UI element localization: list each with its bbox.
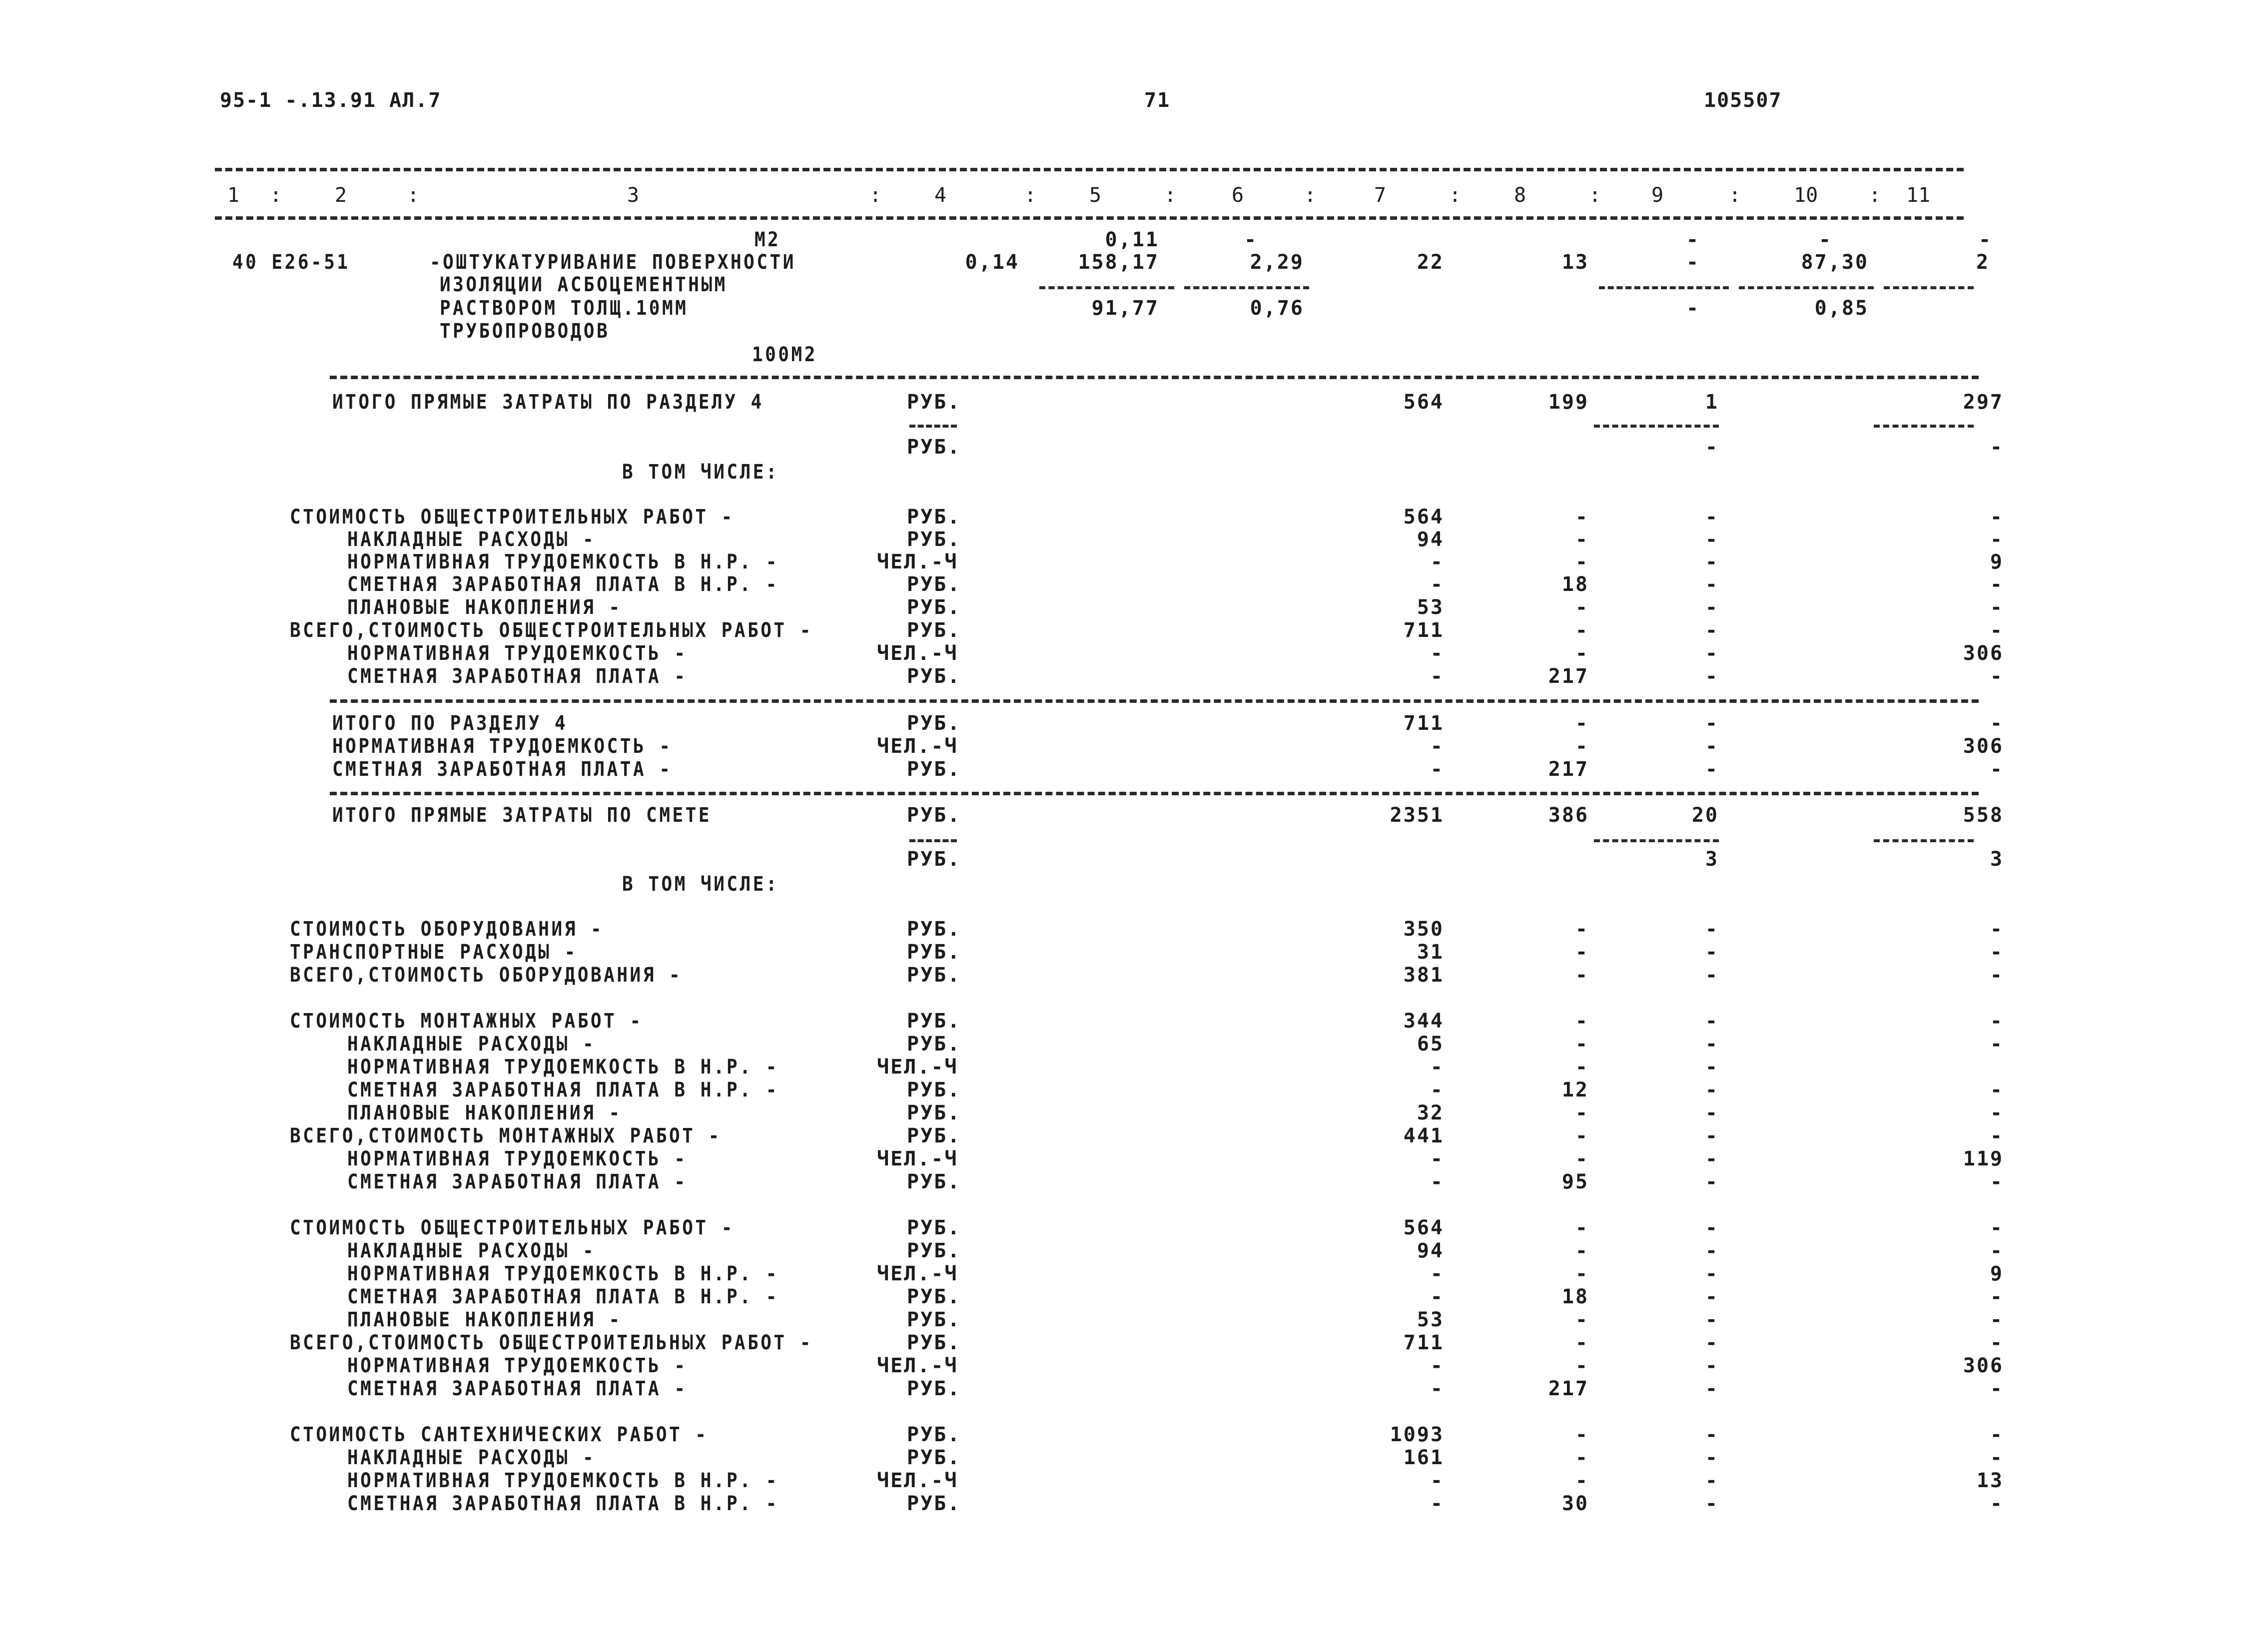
column-number: 5 (1089, 184, 1102, 207)
row-col7: 711 (1403, 1331, 1444, 1354)
column-separator: : (1304, 184, 1317, 207)
row-col11: - (1990, 1239, 2004, 1262)
row-unit: РУБ. (907, 1308, 961, 1331)
row-col8: 217 (1548, 1377, 1589, 1400)
row-col8: - (1575, 918, 1589, 941)
row-col7: 564 (1403, 506, 1444, 529)
row-col8: 217 (1548, 758, 1589, 781)
row-col11: - (1990, 506, 2004, 529)
column-number: 10 (1794, 184, 1818, 207)
row-col8: - (1575, 1446, 1589, 1469)
row-col11: 306 (1963, 642, 2004, 665)
row-label: СТОИМОСТЬ САНТЕХНИЧЕСКИХ РАБОТ - (290, 1423, 709, 1446)
row-label: ПЛАНОВЫЕ НАКОПЛЕНИЯ - (347, 1101, 622, 1124)
column-separator: : (1449, 184, 1462, 207)
rule-unit-2 (909, 839, 957, 842)
item-c9-bot: - (1686, 297, 1700, 320)
rule-item-c5 (1039, 286, 1174, 289)
item-desc-4: ТРУБОПРОВОДОВ (440, 320, 610, 343)
row-unit: РУБ. (907, 1239, 961, 1262)
row-unit: ЧЕЛ.-Ч (877, 1354, 958, 1377)
row-col9: - (1705, 1216, 1719, 1239)
row-col7: - (1430, 1492, 1444, 1515)
item-c11-top: - (1979, 228, 1993, 251)
row-col9: - (1705, 1308, 1719, 1331)
row-col8: - (1575, 735, 1589, 758)
row-col11: - (1990, 1101, 2004, 1124)
row-col8: - (1575, 1147, 1589, 1170)
column-separator: : (1589, 184, 1601, 207)
row-col8: 386 (1548, 804, 1589, 827)
column-separator: : (270, 184, 282, 207)
row-col9: - (1705, 436, 1719, 459)
row-label: НОРМАТИВНАЯ ТРУДОЕМКОСТЬ В Н.Р. - (347, 1056, 779, 1079)
row-col7: - (1430, 1285, 1444, 1308)
row-col8: - (1575, 941, 1589, 964)
rule-item-c10 (1739, 286, 1874, 289)
row-label: НАКЛАДНЫЕ РАСХОДЫ - (347, 1033, 596, 1056)
row-col8: - (1575, 596, 1589, 619)
row-col8: - (1575, 551, 1589, 573)
row-col9: - (1705, 1170, 1719, 1193)
row-col11: 9 (1990, 1262, 2004, 1285)
row-col8: - (1575, 1331, 1589, 1354)
row-col7: 53 (1417, 596, 1444, 619)
row-col11: 558 (1963, 804, 2004, 827)
rule-c11-2 (1874, 839, 1974, 842)
row-col9: - (1705, 918, 1719, 941)
row-label: В ТОМ ЧИСЛЕ: (622, 461, 779, 484)
row-unit: ЧЕЛ.-Ч (877, 735, 958, 758)
row-col8: - (1575, 1216, 1589, 1239)
row-label: СТОИМОСТЬ МОНТАЖНЫХ РАБОТ - (290, 1010, 643, 1033)
row-label: СМЕТНАЯ ЗАРАБОТНАЯ ПЛАТА - (347, 665, 688, 688)
row-col8: - (1575, 506, 1589, 529)
row-col8: - (1575, 1262, 1589, 1285)
item-desc-1: -ОШТУКАТУРИВАНИЕ ПОВЕРХНОСТИ (430, 251, 796, 274)
row-label: ВСЕГО,СТОИМОСТЬ ОБЩЕСТРОИТЕЛЬНЫХ РАБОТ - (290, 619, 813, 642)
row-col9: - (1705, 528, 1719, 551)
row-unit: РУБ. (907, 758, 961, 781)
row-col9: - (1705, 1124, 1719, 1147)
row-col8: 18 (1561, 1285, 1589, 1308)
row-col11: - (1990, 436, 2004, 459)
row-col11: 3 (1990, 848, 2004, 871)
row-label: СМЕТНАЯ ЗАРАБОТНАЯ ПЛАТА В Н.Р. - (347, 1492, 779, 1515)
row-col8: - (1575, 1308, 1589, 1331)
item-qty: 0,14 (965, 251, 1019, 274)
row-unit: РУБ. (907, 804, 961, 827)
row-col11: - (1990, 1216, 2004, 1239)
row-unit: РУБ. (907, 619, 961, 642)
row-col8: - (1575, 619, 1589, 642)
row-label: НОРМАТИВНАЯ ТРУДОЕМКОСТЬ - (347, 1354, 688, 1377)
rule-c11-1 (1874, 425, 1974, 428)
column-number: 11 (1906, 184, 1931, 207)
item-desc-2: ИЗОЛЯЦИИ АСБОЦЕМЕНТНЫМ (440, 273, 728, 296)
column-number: 4 (934, 184, 947, 207)
row-col9: - (1705, 1331, 1719, 1354)
row-unit: РУБ. (907, 848, 961, 871)
row-unit: РУБ. (907, 1101, 961, 1124)
row-col9: - (1705, 1354, 1719, 1377)
row-col8: - (1575, 1354, 1589, 1377)
row-col9: - (1705, 712, 1719, 735)
row-col11: - (1990, 596, 2004, 619)
row-label: ИТОГО ПО РАЗДЕЛУ 4 (332, 712, 568, 735)
row-unit: РУБ. (907, 506, 961, 529)
row-unit: ЧЕЛ.-Ч (877, 1469, 958, 1492)
row-col9: - (1705, 1492, 1719, 1515)
item-c10-top: - (1819, 228, 1833, 251)
row-label: СМЕТНАЯ ЗАРАБОТНАЯ ПЛАТА В Н.Р. - (347, 573, 779, 596)
row-col8: 30 (1561, 1492, 1589, 1515)
row-unit: РУБ. (907, 964, 961, 987)
row-label: СТОИМОСТЬ ОБОРУДОВАНИЯ - (290, 918, 604, 941)
rule-c9-1 (1594, 425, 1719, 428)
row-label: ПЛАНОВЫЕ НАКОПЛЕНИЯ - (347, 596, 622, 619)
item-c6-mid: 2,29 (1250, 251, 1304, 274)
row-col8: - (1575, 528, 1589, 551)
row-col8: - (1575, 1010, 1589, 1033)
row-label: ИТОГО ПРЯМЫЕ ЗАТРАТЫ ПО РАЗДЕЛУ 4 (332, 391, 764, 414)
row-col11: - (1990, 1308, 2004, 1331)
item-c6-top: - (1244, 228, 1258, 251)
row-col9: - (1705, 1469, 1719, 1492)
row-col9: - (1705, 1239, 1719, 1262)
row-col8: 217 (1548, 665, 1589, 688)
row-col9: - (1705, 1377, 1719, 1400)
row-label: НОРМАТИВНАЯ ТРУДОЕМКОСТЬ В Н.Р. - (347, 1262, 779, 1285)
row-col11: - (1990, 1423, 2004, 1446)
row-col8: - (1575, 964, 1589, 987)
item-c10-bot: 0,85 (1814, 297, 1869, 320)
row-col9: - (1705, 619, 1719, 642)
row-col7: 564 (1403, 1216, 1444, 1239)
row-col11: - (1990, 1079, 2004, 1101)
row-label: ИТОГО ПРЯМЫЕ ЗАТРАТЫ ПО СМЕТЕ (332, 804, 712, 827)
row-label: СМЕТНАЯ ЗАРАБОТНАЯ ПЛАТА - (332, 758, 673, 781)
row-unit: РУБ. (907, 1216, 961, 1239)
row-label: В ТОМ ЧИСЛЕ: (622, 873, 779, 896)
row-col9: - (1705, 506, 1719, 529)
row-col11: 306 (1963, 735, 2004, 758)
item-c5-bot: 91,77 (1091, 297, 1159, 320)
row-unit: РУБ. (907, 1079, 961, 1101)
row-unit: РУБ. (907, 528, 961, 551)
column-separator: : (1024, 184, 1037, 207)
row-col9: - (1705, 1423, 1719, 1446)
row-col9: - (1705, 964, 1719, 987)
column-separator: : (407, 184, 420, 207)
item-c5-top: 0,11 (1105, 228, 1159, 251)
rule-section-end (330, 699, 1979, 703)
row-col9: - (1705, 1262, 1719, 1285)
row-col7: - (1430, 735, 1444, 758)
row-label: СМЕТНАЯ ЗАРАБОТНАЯ ПЛАТА В Н.Р. - (347, 1285, 779, 1308)
row-col11: 9 (1990, 551, 2004, 573)
row-col8: - (1575, 1423, 1589, 1446)
row-unit: ЧЕЛ.-Ч (877, 642, 958, 665)
rule-section-total (330, 792, 1979, 795)
column-number: 2 (335, 184, 347, 207)
header-left: 95-1 -.13.91 АЛ.7 (220, 89, 442, 112)
row-col9: - (1705, 551, 1719, 573)
row-col8: - (1575, 642, 1589, 665)
row-col11: - (1990, 1033, 2004, 1056)
item-c6-bot: 0,76 (1250, 297, 1304, 320)
row-col7: 350 (1403, 918, 1444, 941)
column-number: 9 (1651, 184, 1664, 207)
item-number: 40 E26-51 (232, 251, 350, 274)
row-col9: - (1705, 1056, 1719, 1079)
row-col11: - (1990, 573, 2004, 596)
row-col7: - (1430, 758, 1444, 781)
row-label: ВСЕГО,СТОИМОСТЬ МОНТАЖНЫХ РАБОТ - (290, 1124, 722, 1147)
row-col9: - (1705, 1010, 1719, 1033)
row-unit: ЧЕЛ.-Ч (877, 1056, 958, 1079)
row-col7: - (1430, 1170, 1444, 1193)
row-col8: - (1575, 1056, 1589, 1079)
row-unit: ЧЕЛ.-Ч (877, 1262, 958, 1285)
item-c8: 13 (1561, 251, 1589, 274)
row-label: СМЕТНАЯ ЗАРАБОТНАЯ ПЛАТА - (347, 1170, 688, 1193)
row-col11: 297 (1963, 391, 2004, 414)
row-col11: - (1990, 712, 2004, 735)
row-col11: - (1990, 1446, 2004, 1469)
row-col11: - (1990, 964, 2004, 987)
row-unit: РУБ. (907, 918, 961, 941)
item-c5-mid: 158,17 (1078, 251, 1159, 274)
row-label: СТОИМОСТЬ ОБЩЕСТРОИТЕЛЬНЫХ РАБОТ - (290, 1216, 735, 1239)
row-unit: РУБ. (907, 1285, 961, 1308)
row-col11: 13 (1976, 1469, 2004, 1492)
row-col11: - (1990, 619, 2004, 642)
row-col7: 564 (1403, 391, 1444, 414)
row-col9: - (1705, 1285, 1719, 1308)
row-col11: - (1990, 941, 2004, 964)
row-col7: 441 (1403, 1124, 1444, 1147)
row-col7: 381 (1403, 964, 1444, 987)
row-col9: - (1705, 573, 1719, 596)
row-label: НОРМАТИВНАЯ ТРУДОЕМКОСТЬ В Н.Р. - (347, 551, 779, 573)
row-col9: - (1705, 941, 1719, 964)
column-number: 3 (627, 184, 640, 207)
row-col9: 3 (1705, 848, 1719, 871)
item-unit-bottom: 100М2 (752, 343, 817, 366)
row-unit: РУБ. (907, 596, 961, 619)
row-col9: - (1705, 596, 1719, 619)
row-unit: РУБ. (907, 1423, 961, 1446)
row-unit: РУБ. (907, 1331, 961, 1354)
item-c11-mid: 2 (1976, 251, 1990, 274)
row-col11: - (1990, 918, 2004, 941)
row-col7: 65 (1417, 1033, 1444, 1056)
row-unit: ЧЕЛ.-Ч (877, 551, 958, 573)
row-label: СМЕТНАЯ ЗАРАБОТНАЯ ПЛАТА В Н.Р. - (347, 1079, 779, 1101)
row-col8: - (1575, 1239, 1589, 1262)
row-col9: - (1705, 1079, 1719, 1101)
row-unit: РУБ. (907, 1446, 961, 1469)
row-unit: РУБ. (907, 391, 961, 414)
row-col9: - (1705, 642, 1719, 665)
row-col8: - (1575, 1101, 1589, 1124)
row-col8: - (1575, 1124, 1589, 1147)
row-col9: - (1705, 1101, 1719, 1124)
row-col7: 711 (1403, 712, 1444, 735)
rule-item-c6 (1184, 286, 1309, 289)
row-col11: - (1990, 1331, 2004, 1354)
item-c10-mid: 87,30 (1801, 251, 1869, 274)
rule-top (215, 168, 1964, 171)
row-label: НАКЛАДНЫЕ РАСХОДЫ - (347, 1239, 596, 1262)
row-col8: - (1575, 712, 1589, 735)
row-unit: РУБ. (907, 573, 961, 596)
row-unit: РУБ. (907, 1492, 961, 1515)
row-col11: - (1990, 1010, 2004, 1033)
row-col8: - (1575, 1033, 1589, 1056)
row-col11: - (1990, 1285, 2004, 1308)
column-separator: : (1164, 184, 1177, 207)
row-col11: - (1990, 1377, 2004, 1400)
row-col8: 199 (1548, 391, 1589, 414)
row-unit: РУБ. (907, 1010, 961, 1033)
row-col7: 94 (1417, 1239, 1444, 1262)
row-col7: - (1430, 665, 1444, 688)
row-col11: - (1990, 665, 2004, 688)
row-col7: - (1430, 573, 1444, 596)
row-col7: - (1430, 1056, 1444, 1079)
row-col11: - (1990, 1124, 2004, 1147)
row-unit: РУБ. (907, 712, 961, 735)
row-unit: РУБ. (907, 1033, 961, 1056)
row-label: НОРМАТИВНАЯ ТРУДОЕМКОСТЬ - (332, 735, 673, 758)
item-c9-mid: - (1686, 251, 1700, 274)
row-col9: - (1705, 1147, 1719, 1170)
row-unit: РУБ. (907, 665, 961, 688)
row-col11: 119 (1963, 1147, 2004, 1170)
column-number: 1 (227, 184, 240, 207)
row-col7: - (1430, 1262, 1444, 1285)
item-desc-3: РАСТВОРОМ ТОЛЩ.10ММ (440, 297, 689, 320)
row-unit: РУБ. (907, 941, 961, 964)
row-col7: 53 (1417, 1308, 1444, 1331)
row-unit: РУБ. (907, 1170, 961, 1193)
row-col8: 18 (1561, 573, 1589, 596)
row-label: НАКЛАДНЫЕ РАСХОДЫ - (347, 528, 596, 551)
row-col7: 32 (1417, 1101, 1444, 1124)
row-label: ВСЕГО,СТОИМОСТЬ ОБЩЕСТРОИТЕЛЬНЫХ РАБОТ - (290, 1331, 813, 1354)
row-col11: - (1990, 1170, 2004, 1193)
row-unit: РУБ. (907, 436, 961, 459)
row-col7: - (1430, 1079, 1444, 1101)
row-col7: - (1430, 551, 1444, 573)
row-col11: - (1990, 1492, 2004, 1515)
row-label: ТРАНСПОРТНЫЕ РАСХОДЫ - (290, 941, 578, 964)
row-unit: РУБ. (907, 1377, 961, 1400)
row-col11: - (1990, 528, 2004, 551)
row-label: НОРМАТИВНАЯ ТРУДОЕМКОСТЬ - (347, 642, 688, 665)
rule-c9-2 (1594, 839, 1719, 842)
column-separator: : (869, 184, 882, 207)
row-col7: - (1430, 1469, 1444, 1492)
row-col7: - (1430, 1147, 1444, 1170)
row-label: СМЕТНАЯ ЗАРАБОТНАЯ ПЛАТА - (347, 1377, 688, 1400)
row-col7: - (1430, 1377, 1444, 1400)
row-col8: - (1575, 1469, 1589, 1492)
column-number: 6 (1232, 184, 1244, 207)
row-col9: 20 (1691, 804, 1719, 827)
rule-unit-1 (909, 425, 957, 428)
rule-item-bottom (330, 376, 1979, 379)
row-col7: 161 (1403, 1446, 1444, 1469)
row-unit: РУБ. (907, 1124, 961, 1147)
row-col7: 31 (1417, 941, 1444, 964)
item-c9-top: - (1686, 228, 1700, 251)
row-label: НАКЛАДНЫЕ РАСХОДЫ - (347, 1446, 596, 1469)
row-col7: 711 (1403, 619, 1444, 642)
row-col7: - (1430, 1354, 1444, 1377)
row-col7: - (1430, 642, 1444, 665)
row-label: НОРМАТИВНАЯ ТРУДОЕМКОСТЬ В Н.Р. - (347, 1469, 779, 1492)
rule-header-bottom (215, 216, 1964, 220)
row-col9: - (1705, 665, 1719, 688)
row-col7: 94 (1417, 528, 1444, 551)
row-col9: 1 (1705, 391, 1719, 414)
rule-item-c11 (1884, 286, 1974, 289)
column-number: 7 (1374, 184, 1387, 207)
row-unit: ЧЕЛ.-Ч (877, 1147, 958, 1170)
row-col8: 95 (1561, 1170, 1589, 1193)
row-col7: 344 (1403, 1010, 1444, 1033)
row-col9: - (1705, 758, 1719, 781)
column-separator: : (1729, 184, 1741, 207)
item-unit-top: М2 (754, 228, 781, 251)
row-col9: - (1705, 735, 1719, 758)
row-col7: 1093 (1390, 1423, 1444, 1446)
rule-item-c9 (1599, 286, 1729, 289)
column-number: 8 (1514, 184, 1526, 207)
item-c7: 22 (1417, 251, 1444, 274)
column-separator: : (1869, 184, 1881, 207)
row-label: СТОИМОСТЬ ОБЩЕСТРОИТЕЛЬНЫХ РАБОТ - (290, 506, 735, 529)
row-label: ВСЕГО,СТОИМОСТЬ ОБОРУДОВАНИЯ - (290, 964, 683, 987)
page-number: 71 (1144, 89, 1171, 112)
row-col9: - (1705, 1446, 1719, 1469)
row-col11: 306 (1963, 1354, 2004, 1377)
document-number: 105507 (1704, 89, 1782, 112)
row-label: НОРМАТИВНАЯ ТРУДОЕМКОСТЬ - (347, 1147, 688, 1170)
row-col11: - (1990, 758, 2004, 781)
row-col8: 12 (1561, 1079, 1589, 1101)
row-label: ПЛАНОВЫЕ НАКОПЛЕНИЯ - (347, 1308, 622, 1331)
row-col7: 2351 (1390, 804, 1444, 827)
row-col9: - (1705, 1033, 1719, 1056)
